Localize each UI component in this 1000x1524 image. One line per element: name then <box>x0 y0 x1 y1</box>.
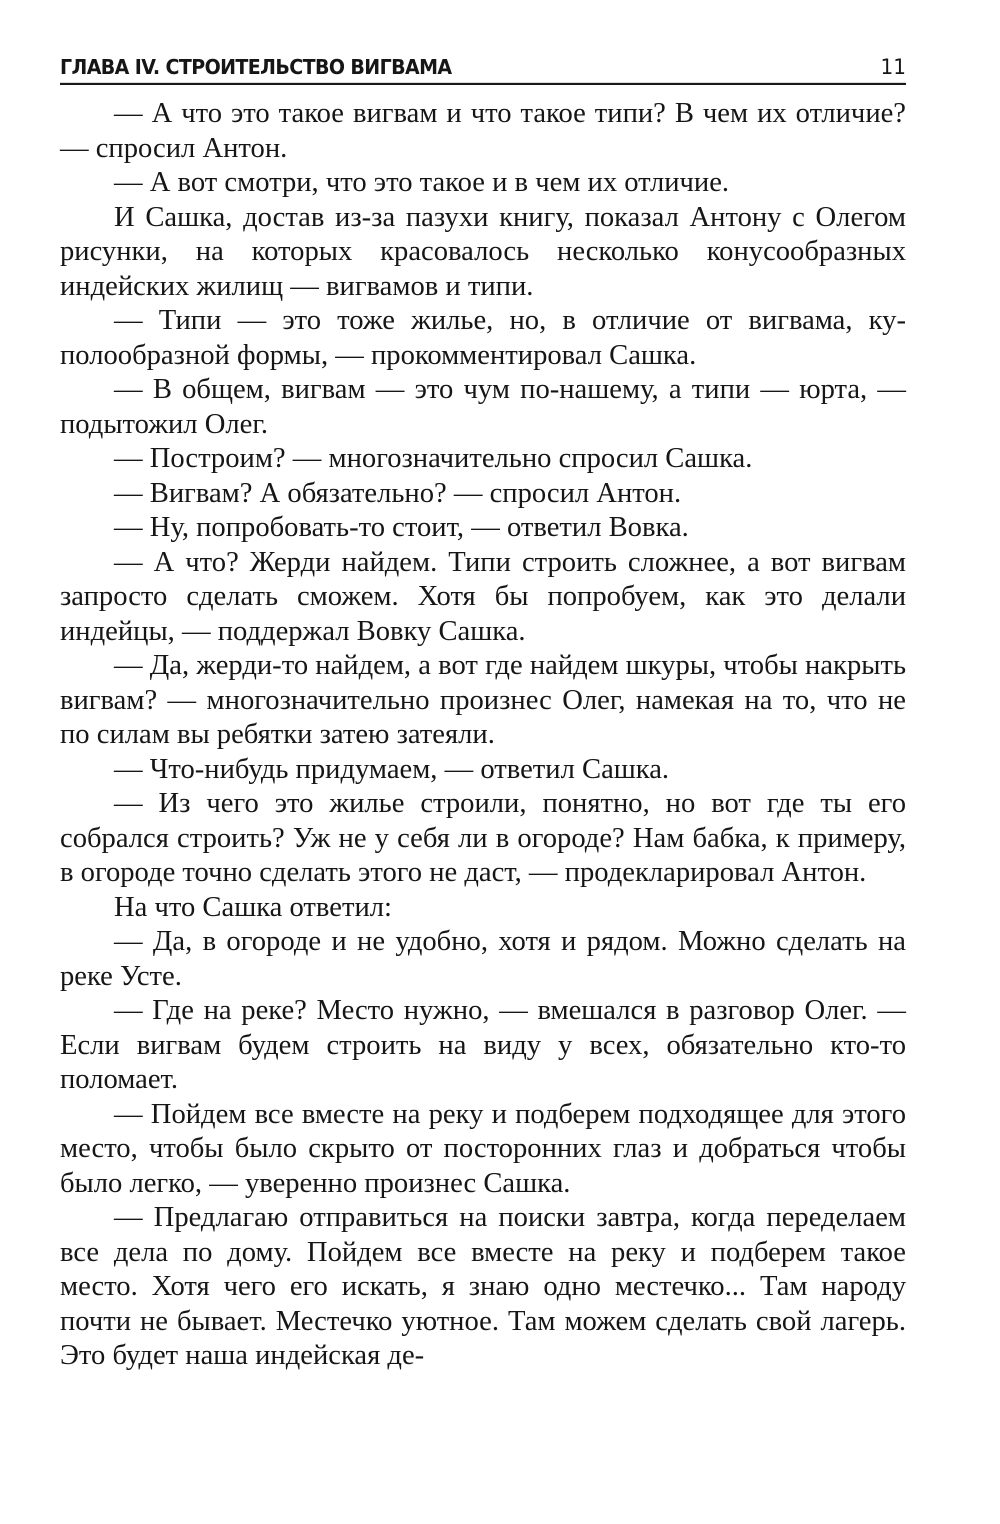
paragraph: — Построим? — многозначительно спросил Сашка. <box>114 443 753 474</box>
paragraph: — Ну, попробовать-то стоит, — ответил Вовка. <box>114 512 689 543</box>
paragraph: — Вигвам? А обязательно? — спросил Антон. <box>114 477 682 509</box>
running-head <box>60 54 906 85</box>
body-text <box>60 97 906 1374</box>
paragraph: На что Сашка ответил: <box>114 891 392 923</box>
paragraph: — А что это такое вигвам и что такое типи? В чем их отличие? — спросил Антон. <box>60 98 906 164</box>
paragraph: — Типи — это тоже жилье, но, в отличие от вигвама, куполообразной формы, — прокомментировал Сашка. <box>60 305 906 371</box>
paragraph: — Из чего это жилье строили, понятно, но вот где ты его собрался строить? Уж не у себя ли в огороде? Нам бабка, к примеру, в огороде точно сделать этого не даст, — продекларировал Антон. <box>60 788 906 888</box>
paragraph: — Да, в огороде и не удобно, хотя и рядом. Можно сделать на реке Усте. <box>60 926 906 992</box>
paragraph: — А вот смотри, что это такое и в чем их отличие. <box>114 167 730 198</box>
paragraph: — В общем, вигвам — это чум по-нашему, а типи — юрта, — подытожил Олег. <box>60 374 906 440</box>
chapter-title: ГЛАВА IV. СТРОИТЕЛЬСТВО ВИГВАМА <box>60 55 452 80</box>
paragraph: — Где на реке? Место нужно, — вмешался в разговор Олег. — Если вигвам будем строить на виду у всех, обязательно кто-то поломает. <box>60 995 906 1095</box>
paragraph: — Да, жерди-то найдем, а вот где найдем шкуры, чтобы накрыть вигвам? — многозначительно произнес Олег, намекая на то, что не по силам вы ребятки затею затеяли. <box>60 650 906 750</box>
paragraph: — Предлагаю отправиться на поиски завтра, когда переделаем все дела по дому. Пойдем все вместе на реку и подберем такое место. Хотя чего его искать, я знаю одно местечко... Там народу почти не бывает. Местечко уютное. Там можем сделать свой лагерь. Это будет наша индейская де- <box>60 1202 906 1371</box>
page-number: 11 <box>880 53 906 80</box>
paragraph: — Что-нибудь придумаем, — ответил Сашка. <box>114 753 670 785</box>
book-page <box>60 53 906 1374</box>
paragraph: И Сашка, достав из-за пазухи книгу, показал Антону с Олегом рисунки, на которых красовалось несколько конусообразных индейских жилищ — вигвамов и типи. <box>60 201 906 302</box>
paragraph: — А что? Жерди найдем. Типи строить сложнее, а вот вигвам запросто сделать сможем. Хотя бы попробуем, как это делали индейцы, — поддержал Вовку Сашка. <box>60 546 906 647</box>
paragraph: — Пойдем все вместе на реку и подберем подходящее для этого место, чтобы было скрыто от посторонних глаз и добраться чтобы было легко, — уверенно произнес Сашка. <box>60 1098 906 1199</box>
